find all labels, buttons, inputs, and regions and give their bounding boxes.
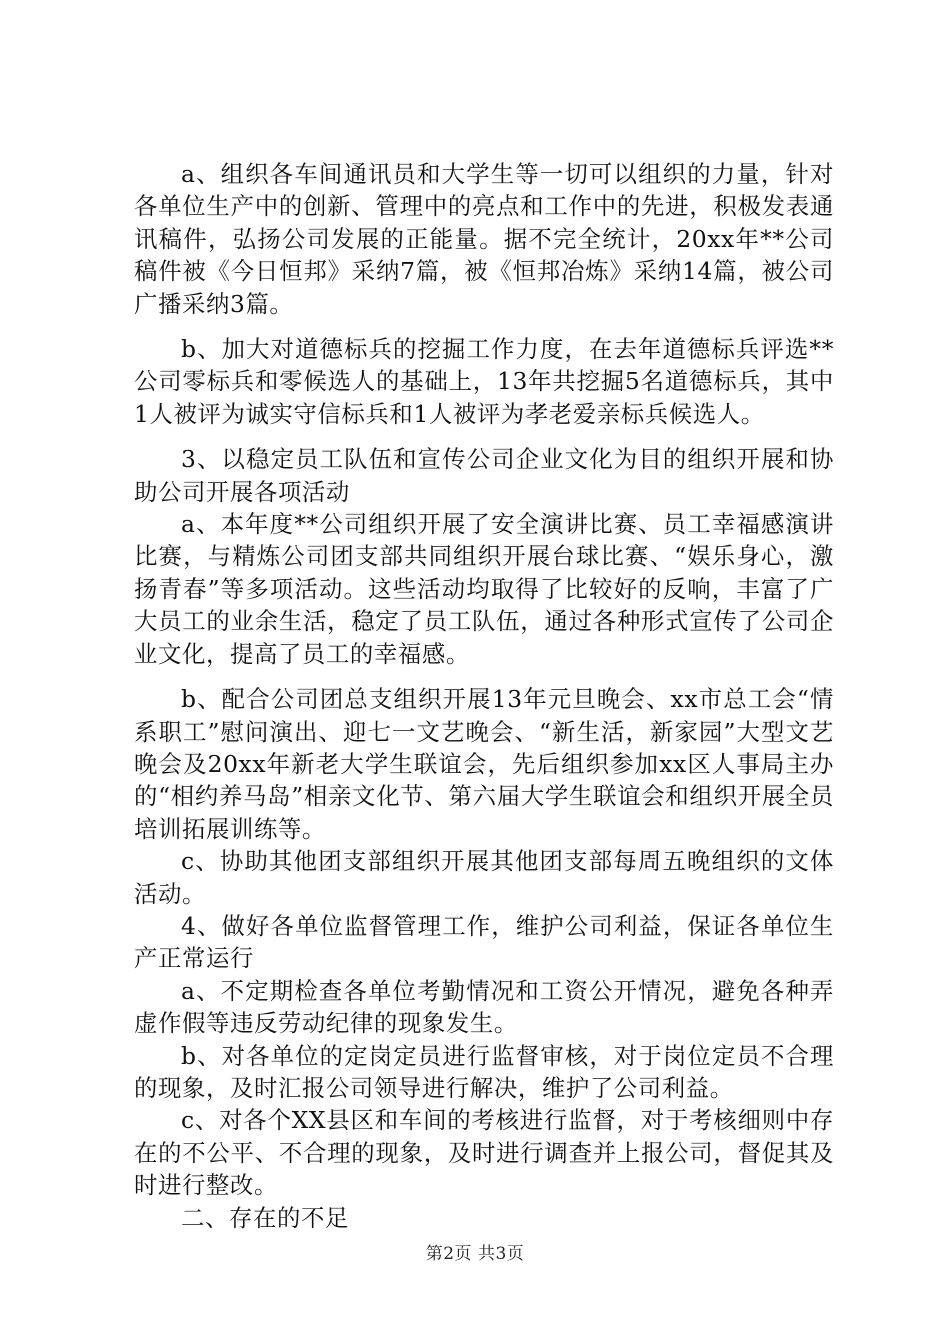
page-number-footer: 第2页 共3页 <box>425 1244 525 1264</box>
paragraph-b-moral-models: b、加大对道德标兵的挖掘工作力度，在去年道德标兵评选**公司零标兵和零候选人的基础上，13年共挖掘5名道德标兵，其中1人被评为诚实守信标兵和1人被评为孝老爱亲标兵候选人。 <box>134 335 834 428</box>
paragraph-c-assist-branches: c、协助其他团支部组织开展其他团支部每周五晚组织的文体活动。 <box>134 847 834 908</box>
heading-4-supervision: 4、做好各单位监督管理工作，维护公司利益，保证各单位生产正常运行 <box>134 911 834 973</box>
body-text <box>134 158 834 1234</box>
paragraph-b-evening-events: b、配合公司团总支组织开展13年元旦晚会、xx市总工会“情系职工”慰问演出、迎七一文艺晚会、“新生活，新家园”大型文艺晚会及20xx年新老大学生联谊会，先后组织参加xx区人事局主办的“相约养马岛”相亲文化节、第六届大学生联谊会和组织开展全员培训拓展训练等。 <box>134 685 834 843</box>
paragraph-a-annual-activities: a、本年度**公司组织开展了安全演讲比赛、员工幸福感演讲比赛，与精炼公司团支部共同组织开展台球比赛、“娱乐身心，激扬青春”等多项活动。这些活动均取得了比较好的反响，丰富了广大员工的业余生活，稳定了员工队伍，通过各种形式宣传了公司企业文化，提高了员工的幸福感。 <box>134 510 834 668</box>
section-heading-shortcomings: 二、存在的不足 <box>181 1203 349 1232</box>
paragraph-a-attendance-checks: a、不定期检查各单位考勤情况和工资公开情况，避免各种弄虚作假等违反劳动纪律的现象发生。 <box>134 976 834 1038</box>
paragraph-a-news-articles: a、组织各车间通讯员和大学生等一切可以组织的力量，针对各单位生产中的创新、管理中的亮点和工作中的先进，积极发表通讯稿件，弘扬公司发展的正能量。据不完全统计，20xx年**公司稿件被《今日恒邦》采纳7篇，被《恒邦冶炼》采纳14篇，被公司广播采纳3篇。 <box>134 160 834 318</box>
paragraph-c-assessment-oversight: c、对各个XX县区和车间的考核进行监督，对于考核细则中存在的不公平、不合理的现象，及时进行调查并上报公司，督促其及时进行整改。 <box>134 1106 834 1200</box>
heading-3-activities: 3、以稳定员工队伍和宣传公司企业文化为目的组织开展和协助公司开展各项活动 <box>134 445 834 506</box>
paragraph-b-staffing-review: b、对各单位的定岗定员进行监督审核，对于岗位定员不合理的现象，及时汇报公司领导进行解决，维护了公司利益。 <box>134 1041 834 1102</box>
